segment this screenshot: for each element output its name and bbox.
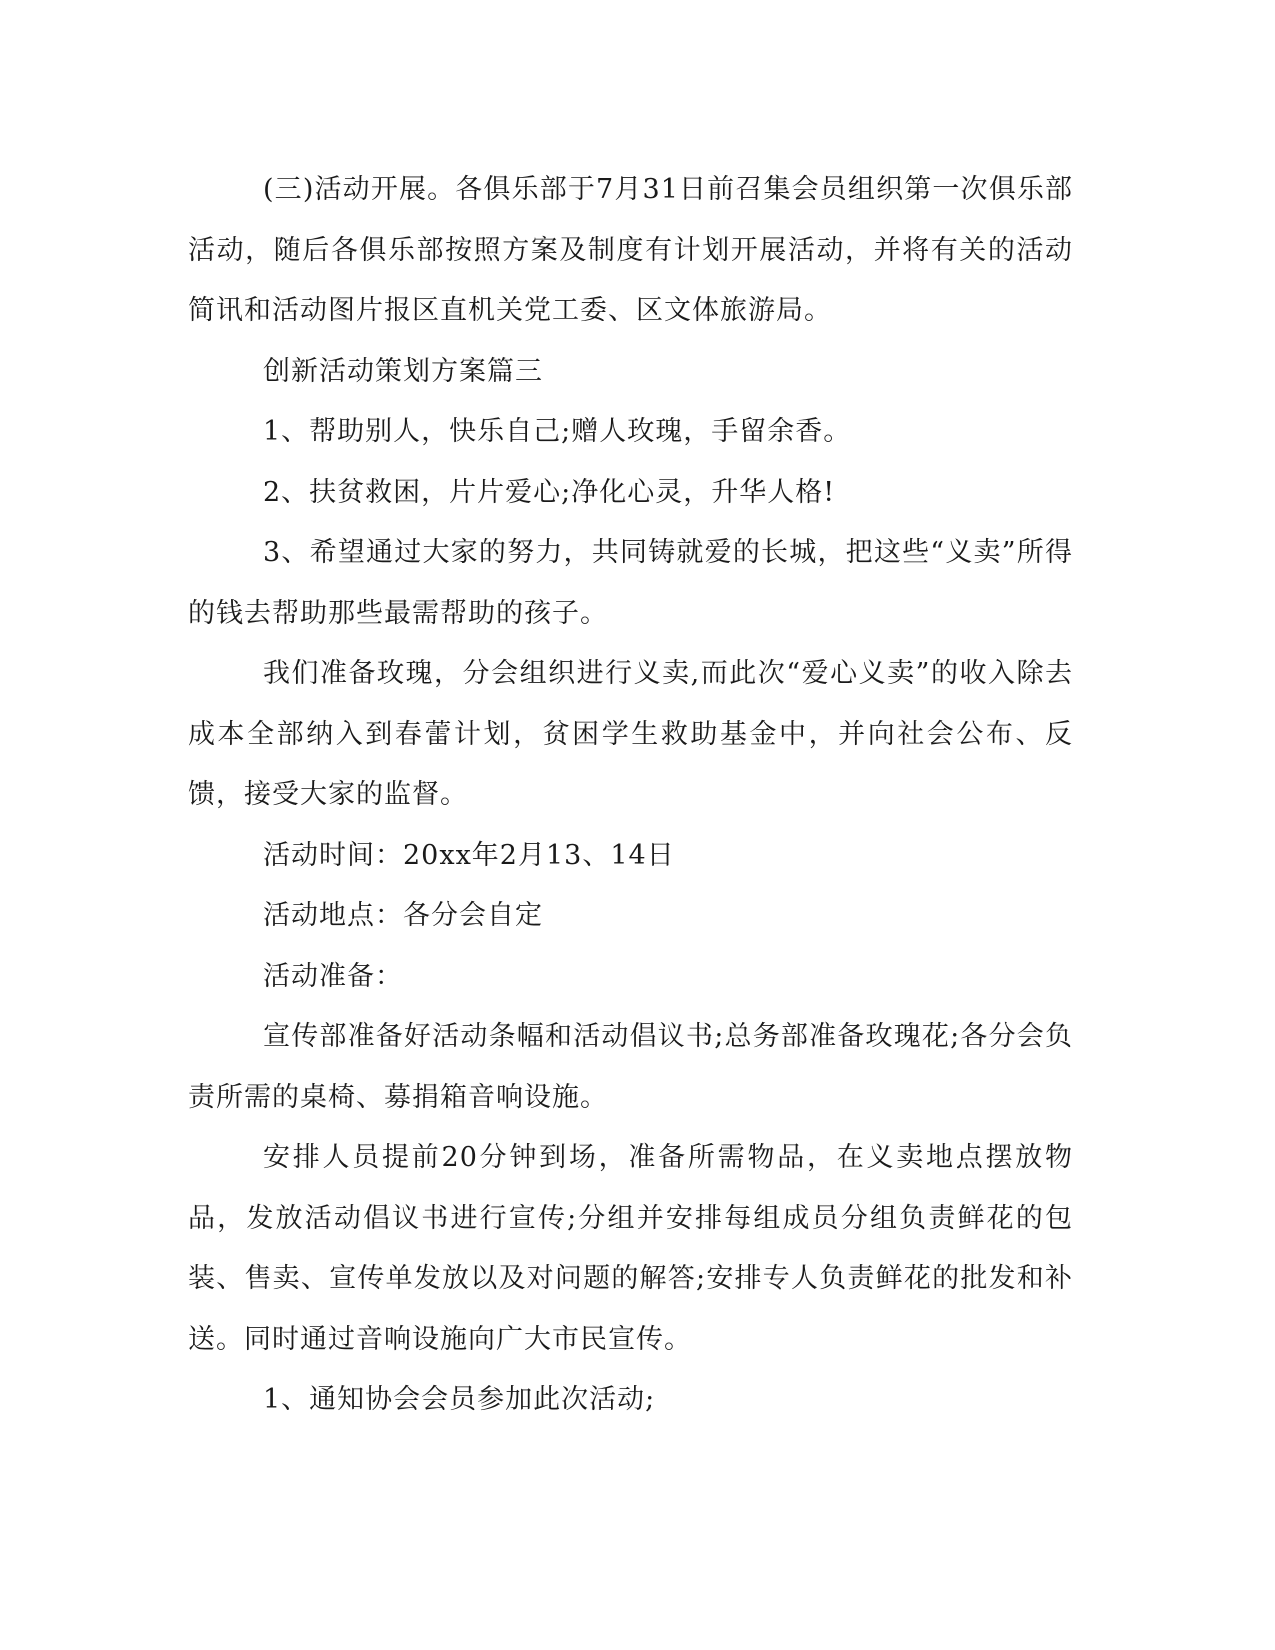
activity-location: 活动地点：各分会自定 <box>263 900 543 931</box>
section-heading: 创新活动策划方案篇三 <box>263 355 543 387</box>
activity-time: 活动时间：20xx年2月13、14日 <box>263 839 675 871</box>
list-item: 3、希望通过大家的努力，共同铸就爱的长城，把这些“义卖”所得的钱去帮助那些最需帮助的孩子。 <box>188 537 1073 629</box>
paragraph-charity-sale: 我们准备玫瑰，分会组织进行义卖,而此次“爱心义卖”的收入除去成本全部纳入到春蕾计划，贫困学生救助基金中，并向社会公布、反馈，接受大家的监督。 <box>188 658 1073 810</box>
paragraph-preparation: 宣传部准备好活动条幅和活动倡议书;总务部准备玫瑰花;各分会负责所需的桌椅、募捐箱音响设施。 <box>188 1021 1073 1113</box>
paragraph-activity-launch: (三)活动开展。各俱乐部于7月31日前召集会员组织第一次俱乐部活动，随后各俱乐部按照方案及制度有计划开展活动，并将有关的活动简讯和活动图片报区直机关党工委、区文体旅游局。 <box>188 174 1073 326</box>
list-item: 1、帮助别人，快乐自己;赠人玫瑰，手留余香。 <box>263 416 852 447</box>
paragraph-arrangement: 安排人员提前20分钟到场，准备所需物品，在义卖地点摆放物品，发放活动倡议书进行宣传;分组并安排每组成员分组负责鲜花的包装、售卖、宣传单发放以及对问题的解答;安排专人负责鲜花的批发和补送。同时通过音响设施向广大市民宣传。 <box>188 1142 1073 1355</box>
list-item: 2、扶贫救困，片片爱心;净化心灵，升华人格! <box>263 476 836 508</box>
list-item: 1、通知协会会员参加此次活动; <box>263 1384 656 1415</box>
document-body <box>188 160 1073 1431</box>
activity-preparation-heading: 活动准备： <box>263 960 403 992</box>
